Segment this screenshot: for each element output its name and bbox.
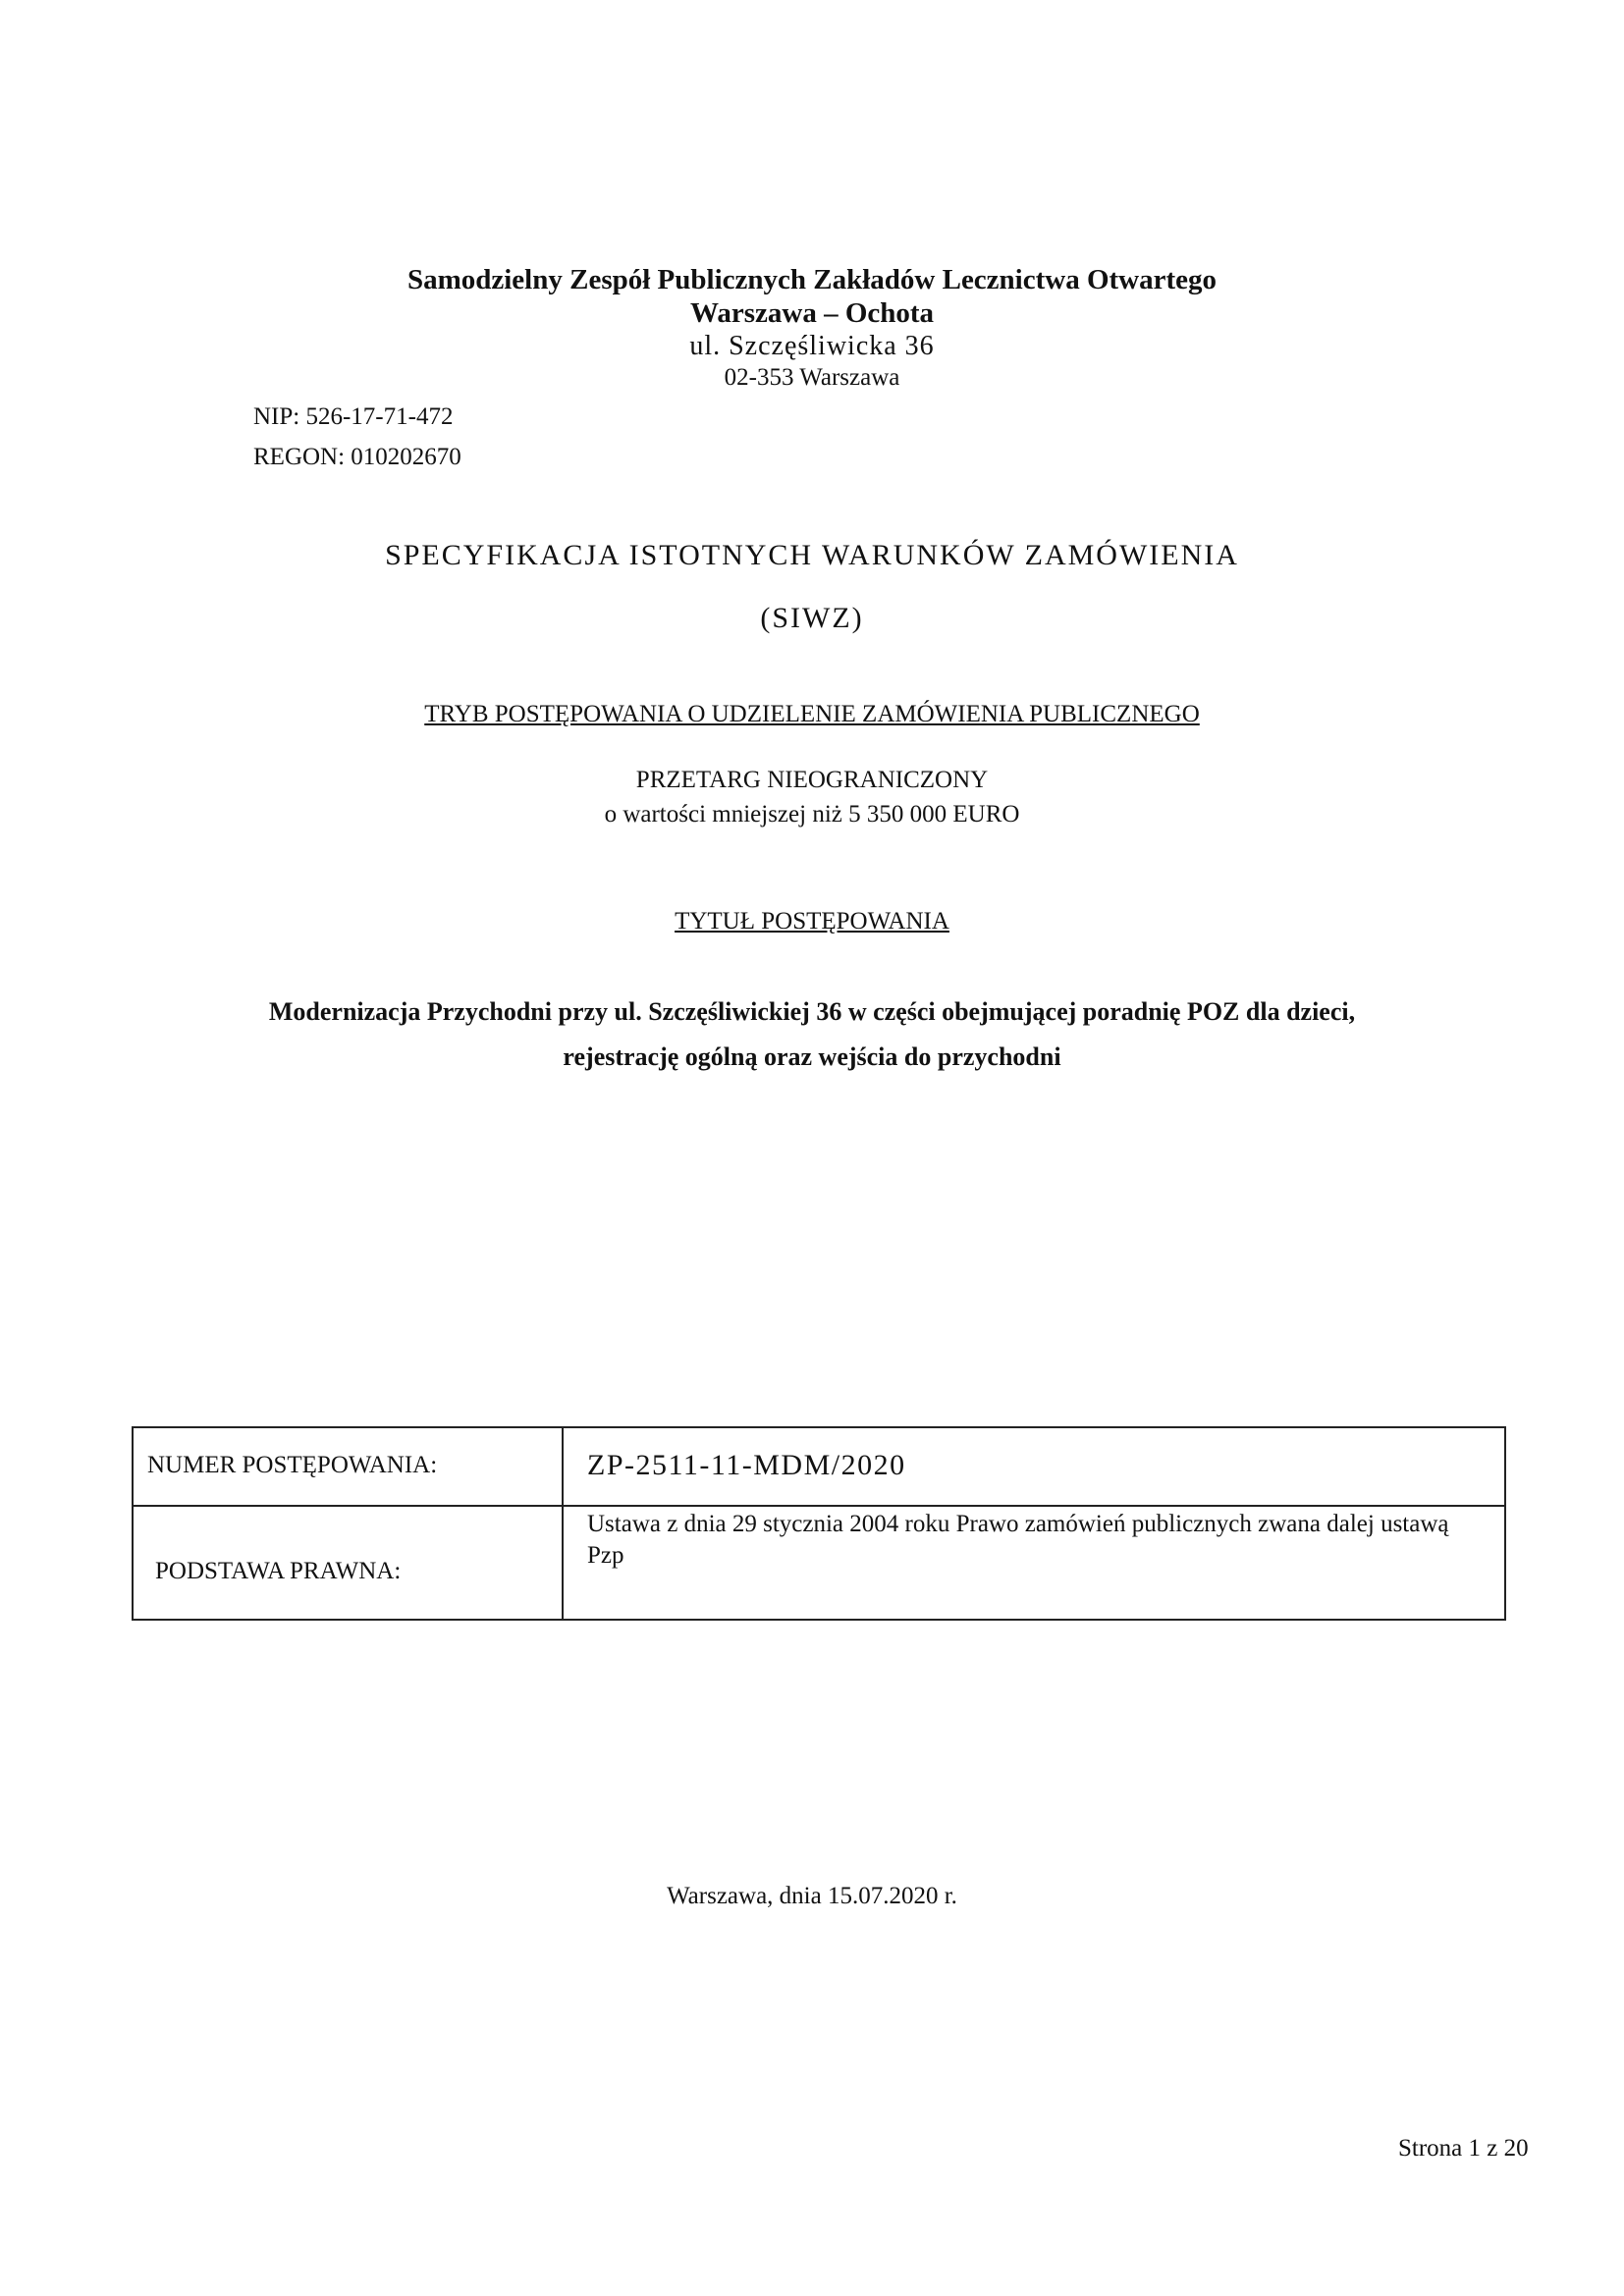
legal-basis-label: PODSTAWA PRAWNA:: [155, 1558, 402, 1584]
legal-basis-label-cell: [133, 1506, 563, 1620]
legal-basis-value: Ustawa z dnia 29 stycznia 2004 roku Prawo zamówień publicznych zwana dalej ustawą Pzp: [587, 1511, 1449, 1569]
nip-number: NIP: 526-17-71-472: [253, 403, 454, 430]
procedure-number-value-cell: [563, 1427, 1505, 1506]
procedure-number-label-cell: [133, 1427, 563, 1506]
organization-street: ul. Szczęśliwicka 36: [689, 331, 935, 361]
procurement-mode-heading-wrapper: [0, 700, 1624, 729]
project-title-line-1: Modernizacja Przychodni przy ul. Szczęśliwickiej 36 w części obejmującej poradnię POZ dla dzieci,: [268, 997, 1356, 1026]
table-row: [133, 1506, 1505, 1620]
table-row: [133, 1427, 1505, 1506]
procedure-number-label: NUMER POSTĘPOWANIA:: [147, 1452, 438, 1478]
procurement-mode-heading: TRYB POSTĘPOWANIA O UDZIELENIE ZAMÓWIENIA PUBLICZNEGO: [424, 701, 1200, 727]
procedure-title-heading-wrapper: [0, 907, 1624, 936]
regon-number: REGON: 010202670: [253, 444, 461, 470]
procedure-title-heading: TYTUŁ POSTĘPOWANIA: [675, 908, 949, 934]
legal-basis-value-cell: [563, 1506, 1505, 1620]
organization-city: 02-353 Warszawa: [724, 364, 900, 391]
document-abbreviation: (SIWZ): [760, 602, 864, 634]
procurement-mode-threshold: o wartości mniejszej niż 5 350 000 EURO: [604, 801, 1020, 828]
procedure-number-value: ZP-2511-11-MDM/2020: [587, 1449, 906, 1481]
organization-name: Samodzielny Zespół Publicznych Zakładów Lecznictwa Otwartego: [406, 264, 1218, 295]
procedure-info-table: [132, 1426, 1506, 1621]
place-and-date: Warszawa, dnia 15.07.2020 r.: [667, 1883, 957, 1909]
page-number: Strona 1 z 20: [1398, 2135, 1529, 2162]
procurement-mode-value: PRZETARG NIEOGRANICZONY: [635, 767, 989, 793]
document-title: SPECYFIKACJA ISTOTNYCH WARUNKÓW ZAMÓWIENIA: [385, 539, 1239, 571]
organization-district: Warszawa – Ochota: [689, 297, 935, 329]
project-title-line-2: rejestrację ogólną oraz wejścia do przychodni: [563, 1042, 1061, 1071]
